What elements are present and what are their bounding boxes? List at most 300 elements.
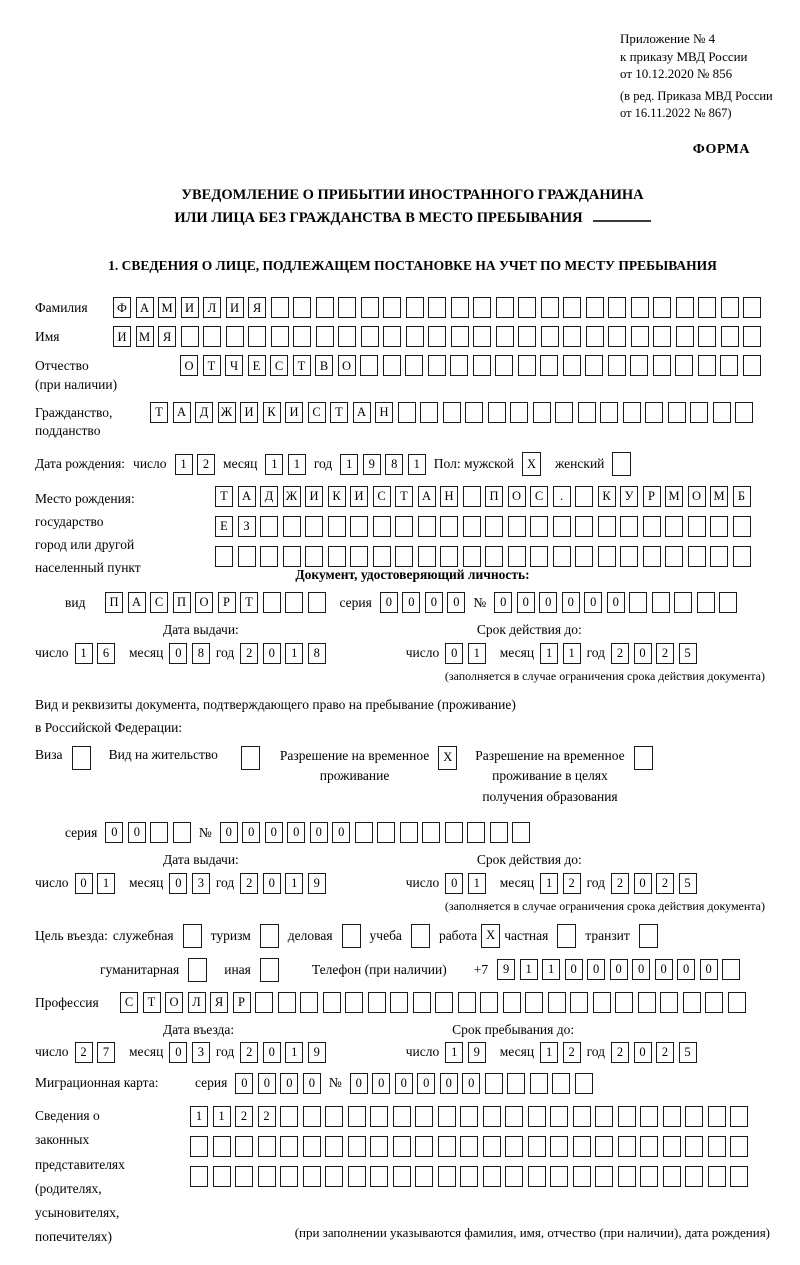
char-cell[interactable] <box>383 326 401 347</box>
char-cell[interactable] <box>575 486 593 507</box>
char-cell[interactable] <box>608 355 626 376</box>
char-cell[interactable]: И <box>240 402 258 423</box>
char-cell[interactable] <box>640 1106 658 1127</box>
char-cell[interactable] <box>697 592 715 613</box>
char-cell[interactable]: 1 <box>468 643 486 664</box>
char-cell[interactable] <box>293 297 311 318</box>
char-cell[interactable] <box>530 516 548 537</box>
char-cell[interactable]: 0 <box>303 1073 321 1094</box>
char-cell[interactable]: 0 <box>169 1042 187 1063</box>
char-cell[interactable]: 0 <box>395 1073 413 1094</box>
doc-valid-year-field[interactable] <box>611 643 697 664</box>
char-cell[interactable] <box>698 355 716 376</box>
char-cell[interactable] <box>450 355 468 376</box>
char-cell[interactable]: 0 <box>280 1073 298 1094</box>
char-cell[interactable] <box>563 297 581 318</box>
char-cell[interactable] <box>620 516 638 537</box>
char-cell[interactable] <box>260 924 279 948</box>
char-cell[interactable] <box>463 546 481 567</box>
char-cell[interactable] <box>608 297 626 318</box>
char-cell[interactable] <box>639 924 658 948</box>
char-cell[interactable]: 2 <box>240 1042 258 1063</box>
char-cell[interactable]: 2 <box>240 643 258 664</box>
char-cell[interactable]: 1 <box>408 454 426 475</box>
char-cell[interactable]: 1 <box>75 643 93 664</box>
char-cell[interactable] <box>465 402 483 423</box>
char-cell[interactable] <box>505 1136 523 1157</box>
char-cell[interactable] <box>226 326 244 347</box>
char-cell[interactable] <box>555 402 573 423</box>
char-cell[interactable]: Т <box>293 355 311 376</box>
char-cell[interactable] <box>150 822 168 843</box>
char-cell[interactable]: Я <box>248 297 266 318</box>
char-cell[interactable] <box>653 297 671 318</box>
char-cell[interactable] <box>685 1106 703 1127</box>
char-cell[interactable] <box>496 297 514 318</box>
char-cell[interactable]: С <box>270 355 288 376</box>
char-cell[interactable] <box>663 1166 681 1187</box>
char-cell[interactable]: 0 <box>242 822 260 843</box>
char-cell[interactable] <box>463 516 481 537</box>
purpose-humanitarian-checkbox[interactable] <box>188 958 207 982</box>
res-number-field[interactable] <box>220 822 531 843</box>
char-cell[interactable] <box>630 355 648 376</box>
char-cell[interactable] <box>595 1136 613 1157</box>
char-cell[interactable]: Т <box>240 592 258 613</box>
char-cell[interactable]: 5 <box>679 873 697 894</box>
char-cell[interactable]: 2 <box>235 1106 253 1127</box>
char-cell[interactable]: С <box>530 486 548 507</box>
char-cell[interactable]: Н <box>440 486 458 507</box>
doc-valid-day-field[interactable] <box>445 643 486 664</box>
char-cell[interactable] <box>483 1106 501 1127</box>
char-cell[interactable] <box>485 546 503 567</box>
char-cell[interactable] <box>438 1136 456 1157</box>
char-cell[interactable]: 0 <box>310 822 328 843</box>
char-cell[interactable] <box>283 546 301 567</box>
char-cell[interactable] <box>573 1106 591 1127</box>
char-cell[interactable]: О <box>508 486 526 507</box>
char-cell[interactable] <box>507 1073 525 1094</box>
char-cell[interactable] <box>485 1073 503 1094</box>
char-cell[interactable] <box>663 1106 681 1127</box>
char-cell[interactable] <box>406 326 424 347</box>
char-cell[interactable] <box>390 992 408 1013</box>
char-cell[interactable]: 1 <box>540 1042 558 1063</box>
char-cell[interactable] <box>676 326 694 347</box>
char-cell[interactable] <box>508 546 526 567</box>
entry-year-field[interactable] <box>240 1042 326 1063</box>
char-cell[interactable] <box>743 297 761 318</box>
char-cell[interactable]: К <box>598 486 616 507</box>
char-cell[interactable] <box>451 326 469 347</box>
char-cell[interactable]: 0 <box>263 643 281 664</box>
purpose-study-checkbox[interactable] <box>411 924 430 948</box>
char-cell[interactable] <box>643 546 661 567</box>
char-cell[interactable] <box>643 516 661 537</box>
char-cell[interactable]: М <box>665 486 683 507</box>
char-cell[interactable] <box>710 516 728 537</box>
char-cell[interactable]: 1 <box>213 1106 231 1127</box>
char-cell[interactable]: 8 <box>385 454 403 475</box>
char-cell[interactable] <box>629 592 647 613</box>
temp-residence-checkbox[interactable] <box>438 746 457 770</box>
char-cell[interactable] <box>586 326 604 347</box>
char-cell[interactable] <box>473 326 491 347</box>
char-cell[interactable]: 1 <box>265 454 283 475</box>
char-cell[interactable] <box>393 1106 411 1127</box>
char-cell[interactable] <box>530 546 548 567</box>
char-cell[interactable] <box>260 958 279 982</box>
char-cell[interactable] <box>342 924 361 948</box>
char-cell[interactable]: 0 <box>128 822 146 843</box>
char-cell[interactable] <box>323 992 341 1013</box>
char-cell[interactable]: 0 <box>677 959 695 980</box>
char-cell[interactable] <box>420 402 438 423</box>
char-cell[interactable]: Т <box>203 355 221 376</box>
temp-residence-edu-checkbox[interactable] <box>634 746 653 770</box>
char-cell[interactable]: 1 <box>520 959 538 980</box>
char-cell[interactable]: 0 <box>632 959 650 980</box>
char-cell[interactable]: 0 <box>105 822 123 843</box>
char-cell[interactable] <box>505 1106 523 1127</box>
char-cell[interactable]: 0 <box>265 822 283 843</box>
char-cell[interactable]: О <box>180 355 198 376</box>
char-cell[interactable]: Р <box>218 592 236 613</box>
char-cell[interactable] <box>415 1166 433 1187</box>
char-cell[interactable]: . <box>553 486 571 507</box>
char-cell[interactable]: И <box>305 486 323 507</box>
char-cell[interactable]: X <box>438 746 457 770</box>
char-cell[interactable] <box>338 297 356 318</box>
char-cell[interactable] <box>733 546 751 567</box>
char-cell[interactable] <box>480 992 498 1013</box>
char-cell[interactable] <box>405 355 423 376</box>
char-cell[interactable] <box>278 992 296 1013</box>
char-cell[interactable] <box>72 746 91 770</box>
birth-day-field[interactable] <box>175 454 216 475</box>
char-cell[interactable]: А <box>353 402 371 423</box>
char-cell[interactable] <box>373 546 391 567</box>
char-cell[interactable]: 0 <box>634 643 652 664</box>
char-cell[interactable]: 3 <box>192 873 210 894</box>
char-cell[interactable] <box>730 1136 748 1157</box>
char-cell[interactable] <box>460 1106 478 1127</box>
char-cell[interactable] <box>395 546 413 567</box>
char-cell[interactable] <box>325 1166 343 1187</box>
char-cell[interactable] <box>540 355 558 376</box>
surname-field[interactable] <box>113 297 761 318</box>
char-cell[interactable] <box>418 516 436 537</box>
char-cell[interactable] <box>263 592 281 613</box>
char-cell[interactable] <box>578 402 596 423</box>
char-cell[interactable]: Т <box>150 402 168 423</box>
char-cell[interactable] <box>600 402 618 423</box>
char-cell[interactable] <box>488 402 506 423</box>
char-cell[interactable]: 9 <box>308 1042 326 1063</box>
char-cell[interactable]: Д <box>195 402 213 423</box>
stay-year-field[interactable] <box>611 1042 697 1063</box>
char-cell[interactable] <box>398 402 416 423</box>
char-cell[interactable] <box>271 297 289 318</box>
char-cell[interactable]: 2 <box>656 873 674 894</box>
char-cell[interactable] <box>316 326 334 347</box>
char-cell[interactable] <box>440 546 458 567</box>
char-cell[interactable] <box>652 592 670 613</box>
char-cell[interactable]: П <box>105 592 123 613</box>
char-cell[interactable]: 0 <box>587 959 605 980</box>
char-cell[interactable]: А <box>173 402 191 423</box>
char-cell[interactable] <box>328 516 346 537</box>
char-cell[interactable] <box>570 992 588 1013</box>
representatives-field-row1[interactable] <box>190 1106 748 1127</box>
char-cell[interactable] <box>528 1106 546 1127</box>
char-cell[interactable] <box>345 992 363 1013</box>
char-cell[interactable] <box>608 326 626 347</box>
char-cell[interactable]: 2 <box>197 454 215 475</box>
char-cell[interactable] <box>188 958 207 982</box>
char-cell[interactable] <box>383 297 401 318</box>
res-valid-month-field[interactable] <box>540 873 581 894</box>
visa-checkbox[interactable] <box>72 746 91 770</box>
char-cell[interactable] <box>550 1166 568 1187</box>
char-cell[interactable] <box>593 992 611 1013</box>
char-cell[interactable]: С <box>120 992 138 1013</box>
char-cell[interactable]: П <box>485 486 503 507</box>
char-cell[interactable]: 0 <box>258 1073 276 1094</box>
char-cell[interactable] <box>435 992 453 1013</box>
sex-male-checkbox[interactable] <box>522 452 541 476</box>
char-cell[interactable]: 1 <box>540 643 558 664</box>
char-cell[interactable] <box>512 822 530 843</box>
char-cell[interactable] <box>280 1106 298 1127</box>
char-cell[interactable]: 9 <box>308 873 326 894</box>
char-cell[interactable] <box>428 297 446 318</box>
char-cell[interactable]: X <box>522 452 541 476</box>
char-cell[interactable] <box>316 297 334 318</box>
char-cell[interactable] <box>350 516 368 537</box>
char-cell[interactable]: О <box>165 992 183 1013</box>
char-cell[interactable]: М <box>710 486 728 507</box>
char-cell[interactable]: 2 <box>563 1042 581 1063</box>
char-cell[interactable] <box>575 516 593 537</box>
char-cell[interactable] <box>248 326 266 347</box>
char-cell[interactable]: 0 <box>287 822 305 843</box>
purpose-business-checkbox[interactable] <box>342 924 361 948</box>
char-cell[interactable]: У <box>620 486 638 507</box>
char-cell[interactable] <box>383 355 401 376</box>
char-cell[interactable]: 0 <box>634 1042 652 1063</box>
char-cell[interactable] <box>518 297 536 318</box>
char-cell[interactable] <box>710 546 728 567</box>
char-cell[interactable] <box>260 516 278 537</box>
char-cell[interactable] <box>213 1166 231 1187</box>
char-cell[interactable]: Б <box>733 486 751 507</box>
sex-female-checkbox[interactable] <box>612 452 631 476</box>
char-cell[interactable]: 1 <box>288 454 306 475</box>
char-cell[interactable] <box>325 1136 343 1157</box>
char-cell[interactable] <box>685 1166 703 1187</box>
char-cell[interactable] <box>508 516 526 537</box>
char-cell[interactable] <box>525 992 543 1013</box>
stay-month-field[interactable] <box>540 1042 581 1063</box>
char-cell[interactable]: 0 <box>425 592 443 613</box>
char-cell[interactable]: И <box>350 486 368 507</box>
char-cell[interactable]: 0 <box>220 822 238 843</box>
char-cell[interactable]: Т <box>143 992 161 1013</box>
char-cell[interactable]: Л <box>203 297 221 318</box>
char-cell[interactable]: З <box>238 516 256 537</box>
char-cell[interactable] <box>735 402 753 423</box>
char-cell[interactable] <box>460 1136 478 1157</box>
char-cell[interactable]: С <box>150 592 168 613</box>
patronymic-field[interactable] <box>180 355 761 376</box>
char-cell[interactable] <box>445 822 463 843</box>
char-cell[interactable] <box>743 326 761 347</box>
char-cell[interactable] <box>293 326 311 347</box>
char-cell[interactable] <box>377 822 395 843</box>
char-cell[interactable]: 0 <box>402 592 420 613</box>
char-cell[interactable] <box>698 326 716 347</box>
char-cell[interactable] <box>308 592 326 613</box>
char-cell[interactable] <box>458 992 476 1013</box>
char-cell[interactable] <box>438 1166 456 1187</box>
char-cell[interactable] <box>598 546 616 567</box>
char-cell[interactable]: Ж <box>218 402 236 423</box>
char-cell[interactable]: С <box>373 486 391 507</box>
char-cell[interactable] <box>190 1166 208 1187</box>
char-cell[interactable]: О <box>338 355 356 376</box>
birth-month-field[interactable] <box>265 454 306 475</box>
char-cell[interactable] <box>406 297 424 318</box>
char-cell[interactable]: 2 <box>75 1042 93 1063</box>
char-cell[interactable] <box>688 546 706 567</box>
char-cell[interactable]: 0 <box>562 592 580 613</box>
char-cell[interactable] <box>181 326 199 347</box>
char-cell[interactable] <box>393 1136 411 1157</box>
purpose-transit-checkbox[interactable] <box>639 924 658 948</box>
char-cell[interactable] <box>733 516 751 537</box>
char-cell[interactable]: 2 <box>563 873 581 894</box>
char-cell[interactable]: Ч <box>225 355 243 376</box>
char-cell[interactable] <box>510 402 528 423</box>
char-cell[interactable] <box>285 592 303 613</box>
char-cell[interactable] <box>743 355 761 376</box>
char-cell[interactable]: 9 <box>497 959 515 980</box>
char-cell[interactable] <box>660 992 678 1013</box>
char-cell[interactable] <box>528 1166 546 1187</box>
char-cell[interactable]: 0 <box>447 592 465 613</box>
char-cell[interactable]: 9 <box>363 454 381 475</box>
char-cell[interactable] <box>683 992 701 1013</box>
char-cell[interactable] <box>422 822 440 843</box>
char-cell[interactable]: 0 <box>332 822 350 843</box>
char-cell[interactable] <box>575 1073 593 1094</box>
char-cell[interactable]: 0 <box>445 873 463 894</box>
char-cell[interactable]: Ф <box>113 297 131 318</box>
char-cell[interactable] <box>255 992 273 1013</box>
char-cell[interactable] <box>370 1136 388 1157</box>
char-cell[interactable]: Р <box>643 486 661 507</box>
doc-issue-year-field[interactable] <box>240 643 326 664</box>
char-cell[interactable]: 3 <box>192 1042 210 1063</box>
doc-issue-month-field[interactable] <box>169 643 210 664</box>
char-cell[interactable]: О <box>195 592 213 613</box>
char-cell[interactable] <box>541 326 559 347</box>
char-cell[interactable] <box>415 1136 433 1157</box>
char-cell[interactable]: 0 <box>607 592 625 613</box>
char-cell[interactable] <box>238 546 256 567</box>
char-cell[interactable]: X <box>481 924 500 948</box>
char-cell[interactable] <box>518 326 536 347</box>
char-cell[interactable]: 1 <box>445 1042 463 1063</box>
purpose-tourism-checkbox[interactable] <box>260 924 279 948</box>
char-cell[interactable] <box>573 1136 591 1157</box>
char-cell[interactable]: М <box>136 326 154 347</box>
char-cell[interactable]: К <box>263 402 281 423</box>
char-cell[interactable] <box>213 1136 231 1157</box>
char-cell[interactable] <box>258 1166 276 1187</box>
char-cell[interactable]: 7 <box>97 1042 115 1063</box>
char-cell[interactable]: Т <box>330 402 348 423</box>
char-cell[interactable] <box>467 822 485 843</box>
char-cell[interactable]: К <box>328 486 346 507</box>
char-cell[interactable]: М <box>158 297 176 318</box>
char-cell[interactable] <box>241 746 260 770</box>
char-cell[interactable]: 1 <box>542 959 560 980</box>
char-cell[interactable] <box>634 746 653 770</box>
char-cell[interactable] <box>674 592 692 613</box>
char-cell[interactable]: 2 <box>611 873 629 894</box>
char-cell[interactable] <box>485 516 503 537</box>
char-cell[interactable] <box>676 297 694 318</box>
char-cell[interactable] <box>730 1106 748 1127</box>
representatives-field-row2[interactable] <box>190 1136 748 1157</box>
char-cell[interactable]: 5 <box>679 1042 697 1063</box>
char-cell[interactable] <box>638 992 656 1013</box>
char-cell[interactable] <box>305 516 323 537</box>
char-cell[interactable]: 8 <box>192 643 210 664</box>
char-cell[interactable] <box>328 546 346 567</box>
char-cell[interactable]: А <box>136 297 154 318</box>
citizenship-field[interactable] <box>150 402 753 423</box>
char-cell[interactable]: 0 <box>700 959 718 980</box>
char-cell[interactable] <box>235 1166 253 1187</box>
char-cell[interactable]: 2 <box>611 1042 629 1063</box>
doc-series-field[interactable] <box>380 592 466 613</box>
char-cell[interactable] <box>496 326 514 347</box>
char-cell[interactable]: 0 <box>380 592 398 613</box>
char-cell[interactable]: Е <box>248 355 266 376</box>
char-cell[interactable]: 1 <box>563 643 581 664</box>
char-cell[interactable] <box>473 355 491 376</box>
char-cell[interactable]: 0 <box>263 1042 281 1063</box>
char-cell[interactable] <box>550 1106 568 1127</box>
char-cell[interactable]: 0 <box>350 1073 368 1094</box>
char-cell[interactable] <box>473 297 491 318</box>
char-cell[interactable] <box>618 1136 636 1157</box>
char-cell[interactable] <box>283 516 301 537</box>
char-cell[interactable] <box>640 1136 658 1157</box>
residence-permit-checkbox[interactable] <box>241 746 260 770</box>
char-cell[interactable] <box>355 822 373 843</box>
char-cell[interactable] <box>665 516 683 537</box>
char-cell[interactable] <box>557 924 576 948</box>
char-cell[interactable]: 8 <box>308 643 326 664</box>
purpose-private-checkbox[interactable] <box>557 924 576 948</box>
char-cell[interactable] <box>348 1136 366 1157</box>
char-cell[interactable]: 1 <box>468 873 486 894</box>
